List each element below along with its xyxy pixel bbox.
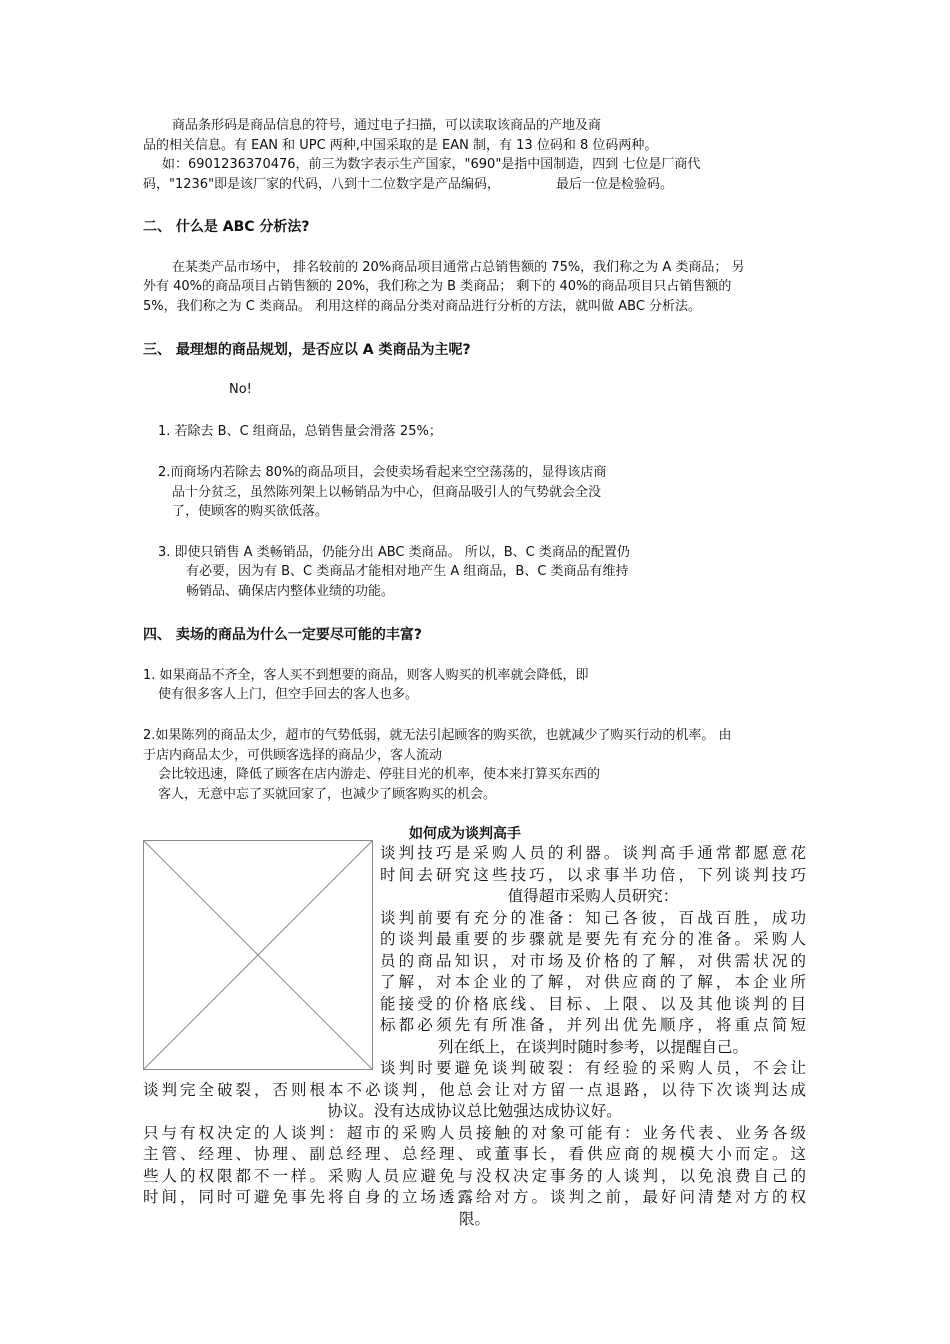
article-title: 如何成为谈判高手 bbox=[409, 826, 521, 842]
section-3-point-3-line-1: 3. 即使只销售 A 类畅销品，仍能分出 ABC 类商品。 所以，B、C 类商品的配置仍 bbox=[158, 545, 630, 560]
article-prep-line-1: 谈判前要有充分的准备：知己各彼，百战百胜，成功 bbox=[380, 908, 806, 927]
article-prep-line-4: 了解，对本企业的了解，对供应商的了解，本企业所 bbox=[380, 973, 806, 991]
intro-line-1: 商品条形码是商品信息的符号，通过电子扫描，可以读取该商品的产地及商 bbox=[172, 118, 602, 133]
section-4-point-2-line-3: 会比较迅速，降低了顾客在店内游走、停驻目光的机率，使本来打算买东西的 bbox=[158, 767, 601, 782]
article-authority-line-4: 时间，同时可避免事先将自身的立场透露给对方。谈判之前，最好问清楚对方的权 bbox=[143, 1188, 806, 1206]
article-avoid-line-3: 协议。没有达成协议总比勉强达成协议好。 bbox=[327, 1102, 622, 1120]
section-4-point-2-line-1: 2.如果陈列的商品太少，超市的气势低弱，就无法引起顾客的购买欲，也就减少了购买行动的机率。 由 bbox=[143, 728, 732, 743]
article-prep-line-3: 员的商品知识，对市场及价格的了解，对供需状况的 bbox=[380, 951, 806, 970]
article-avoid-line-1: 谈判时要避免谈判破裂：有经验的采购人员，不会让 bbox=[380, 1059, 806, 1077]
article-authority-line-1: 只与有权决定的人谈判：超市的采购人员接触的对象可能有：业务代表、业务各级 bbox=[143, 1123, 806, 1142]
section-3-point-2-line-1: 2.而商场内若除去 80%的商品项目，会使卖场看起来空空荡荡的，显得该店商 bbox=[158, 465, 607, 480]
article-intro-line-3: 值得超市采购人员研究： bbox=[507, 887, 679, 905]
article-intro-line-1: 谈判技巧是采购人员的利器。谈判高手通常都愿意花 bbox=[380, 844, 806, 862]
article-authority-line-5: 限。 bbox=[458, 1209, 490, 1228]
intro-line-4-tail: 最后一位是检验码。 bbox=[556, 177, 674, 192]
article-intro-line-2: 时间去研究这些技巧，以求事半功倍，下列谈判技巧 bbox=[380, 865, 806, 884]
intro-line-3: 如：6901236370476，前三为数字表示生产国家，"690"是指中国制造，四到 七位是厂商代 bbox=[162, 157, 701, 172]
article-authority-line-2: 主管、经理、协理、副总经理、总经理、或董事长，看供应商的规模大小而定。这 bbox=[143, 1145, 806, 1163]
section-3-answer: No! bbox=[229, 382, 252, 397]
section-4-heading: 四、 卖场的商品为什么一定要尽可能的丰富? bbox=[143, 627, 422, 643]
section-4-point-1-line-1: 1. 如果商品不齐全，客人买不到想要的商品，则客人购买的机率就会降低，即 bbox=[143, 668, 589, 683]
intro-line-2: 品的相关信息。有 EAN 和 UPC 两种,中国采取的是 EAN 制，有 13 位码和 8 位码两种。 bbox=[143, 138, 658, 153]
section-2-heading: 二、 什么是 ABC 分析法? bbox=[143, 219, 310, 235]
section-4-point-1-line-2: 使有很多客人上门，但空手回去的客人也多。 bbox=[158, 687, 419, 702]
intro-line-4: 码，"1236"即是该厂家的代码，八到十二位数字是产品编码， bbox=[143, 177, 501, 192]
section-2-line-1: 在某类产品市场中， 排名较前的 20%商品项目通常占总销售额的 75%，我们称之为 A 类商品； 另 bbox=[172, 260, 745, 275]
section-4-point-2-line-2: 于店内商品太少，可供顾客选择的商品少，客人流动 bbox=[143, 748, 443, 763]
image-placeholder bbox=[143, 840, 373, 1070]
article-avoid-line-2: 谈判完全破裂，否则根本不必谈判，他总会让对方留一点退路，以待下次谈判达成 bbox=[143, 1080, 806, 1099]
section-3-point-3-line-2: 有必要，因为有 B、C 类商品才能相对地产生 A 组商品，B、C 类商品有维持 bbox=[186, 564, 629, 579]
section-2-line-2: 外有 40%的商品项目占销售额的 20%，我们称之为 B 类商品； 剩下的 40%的商品项目只占销售额的 bbox=[143, 279, 732, 294]
article-prep-line-6: 标都必须先有所准备，并列出优先顺序，将重点简短 bbox=[380, 1016, 806, 1034]
article-authority-line-3: 些人的权限都不一样。采购人员应避免与没权决定事务的人谈判，以免浪费自己的 bbox=[143, 1166, 806, 1185]
section-3-point-3-line-3: 畅销品、确保店内整体业绩的功能。 bbox=[186, 584, 395, 599]
section-2-line-3: 5%，我们称之为 C 类商品。 利用这样的商品分类对商品进行分析的方法，就叫做 ABC 分析法。 bbox=[143, 299, 702, 314]
section-3-point-2-line-3: 了，使顾客的购买欲低落。 bbox=[172, 504, 329, 519]
article-prep-line-7: 列在纸上，在谈判时随时参考，以提醒自己。 bbox=[437, 1037, 748, 1056]
section-3-point-2-line-2: 品十分贫乏，虽然陈列架上以畅销品为中心，但商品吸引人的气势就会全没 bbox=[172, 485, 602, 500]
article-wrapped-paragraphs bbox=[380, 843, 806, 1080]
article-prep-line-5: 能接受的价格底线、目标、上限、以及其他谈判的目 bbox=[380, 994, 806, 1013]
article-full-paragraphs bbox=[143, 1080, 806, 1231]
section-3-point-1: 1. 若除去 B、C 组商品，总销售量会滑落 25%； bbox=[158, 424, 442, 439]
section-4-point-2-line-4: 客人，无意中忘了买就回家了，也减少了顾客购买的机会。 bbox=[158, 787, 497, 802]
section-3-heading: 三、 最理想的商品规划，是否应以 A 类商品为主呢? bbox=[143, 342, 471, 358]
article-prep-line-2: 的谈判最重要的步骤就是要先有充分的准备。采购人 bbox=[380, 930, 806, 948]
